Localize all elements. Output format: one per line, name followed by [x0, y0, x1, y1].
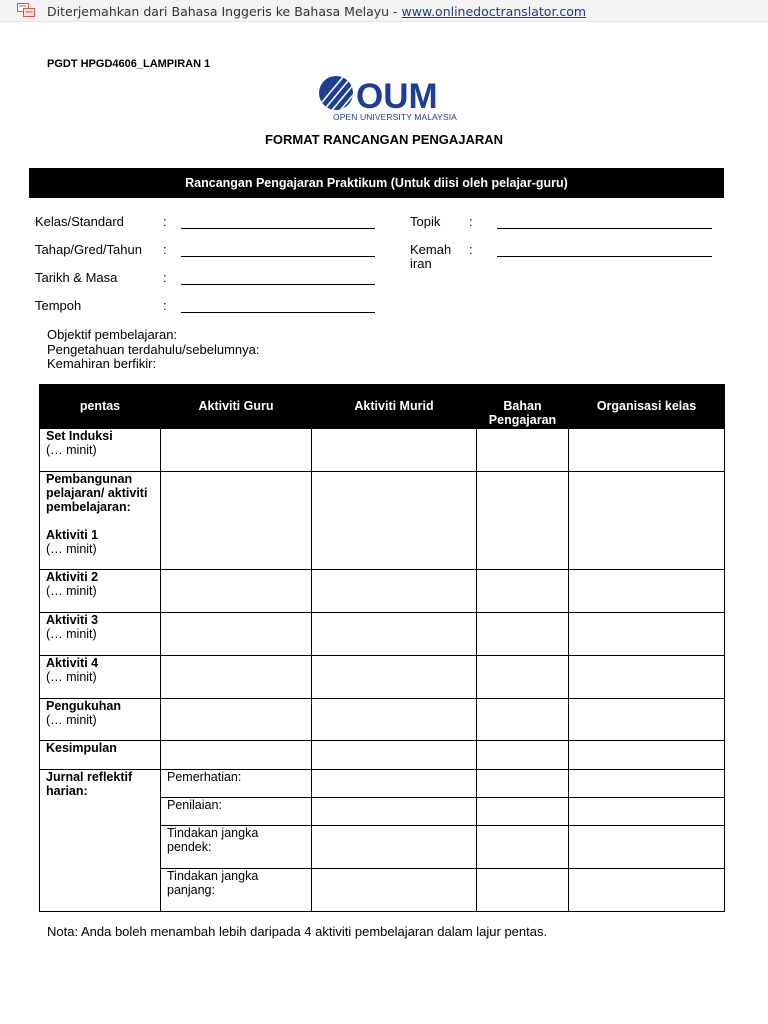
table-cell[interactable] — [569, 741, 725, 770]
table-cell[interactable] — [312, 429, 477, 472]
table-row — [40, 570, 725, 613]
colon: : — [163, 270, 167, 285]
field-label-tahap: Tahap/Gred/Tahun — [35, 242, 142, 257]
table-cell[interactable] — [477, 699, 569, 741]
table-header-row — [40, 385, 725, 429]
lesson-plan-table — [39, 384, 725, 912]
table-cell[interactable] — [569, 798, 725, 826]
stage-title: Aktiviti 2 — [46, 570, 99, 584]
stage-cell — [40, 741, 161, 770]
table-cell[interactable] — [569, 613, 725, 656]
journal-item-label: Tindakan jangka panjang: — [167, 869, 259, 897]
table-cell[interactable] — [161, 613, 312, 656]
stage-cell — [40, 472, 161, 570]
table-cell[interactable] — [477, 656, 569, 699]
banner-text: Diterjemahkan dari Bahasa Inggeris ke Bahasa Melayu - www.onlinedoctranslator.com — [47, 4, 587, 19]
table-cell[interactable] — [161, 741, 312, 770]
colon: : — [163, 214, 167, 229]
tahap-fill-line[interactable] — [181, 256, 375, 257]
table-cell[interactable] — [312, 770, 477, 798]
colon: : — [469, 214, 473, 229]
objective-line: Objektif pembelajaran: — [47, 327, 178, 342]
colon: : — [469, 242, 473, 257]
journal-item-cell[interactable] — [161, 826, 312, 869]
table-cell[interactable] — [312, 741, 477, 770]
stage-cell — [40, 770, 161, 912]
stage-cell — [40, 429, 161, 472]
journal-item-cell[interactable] — [161, 770, 312, 798]
stage-cell — [40, 699, 161, 741]
table-cell[interactable] — [477, 869, 569, 912]
table-row — [40, 613, 725, 656]
tempoh-fill-line[interactable] — [181, 312, 375, 313]
objective-line: Pengetahuan terdahulu/sebelumnya: — [47, 341, 260, 357]
table-cell[interactable] — [161, 699, 312, 741]
column-header-aktiviti-guru: Aktiviti Guru — [161, 385, 312, 429]
field-label-topik: Topik — [410, 214, 441, 229]
table-cell[interactable] — [569, 699, 725, 741]
table-row — [40, 741, 725, 770]
table-row — [40, 429, 725, 472]
objective-line: Kemahiran berfikir: — [47, 356, 157, 371]
stage-title: Pembangunan pelajaran/ aktiviti pembelajaran: — [46, 472, 148, 514]
table-cell[interactable] — [312, 613, 477, 656]
table-cell[interactable] — [569, 570, 725, 613]
stage-activity: Aktiviti 1 — [46, 528, 99, 542]
field-label-tempoh: Tempoh — [35, 298, 82, 313]
stage-title: Aktiviti 4 — [46, 656, 99, 670]
table-cell[interactable] — [569, 826, 725, 869]
field-label-kemahiran-cont: iran — [410, 256, 432, 271]
table-cell[interactable] — [312, 656, 477, 699]
stage-duration: (… minit) — [46, 542, 97, 556]
journal-item-label: Penilaian: — [167, 798, 222, 812]
field-label-kemahiran: Kemah — [410, 242, 452, 257]
table-cell[interactable] — [569, 869, 725, 912]
journal-item-label: Pemerhatian: — [167, 770, 242, 784]
table-cell[interactable] — [477, 798, 569, 826]
column-header-bahan: Bahan Pengajaran — [477, 385, 569, 429]
column-header-pentas: pentas — [40, 385, 161, 429]
stage-title: Set Induksi — [46, 429, 113, 443]
table-cell[interactable] — [312, 570, 477, 613]
table-cell[interactable] — [477, 429, 569, 472]
document-code: PGDT HPGD4606_LAMPIRAN 1 — [47, 58, 211, 70]
stage-cell — [40, 656, 161, 699]
table-cell[interactable] — [477, 472, 569, 570]
stage-duration: (… minit) — [46, 670, 97, 684]
stage-cell — [40, 613, 161, 656]
translate-icon[interactable] — [17, 3, 35, 17]
table-cell[interactable] — [477, 570, 569, 613]
table-row — [40, 699, 725, 741]
footnote: Nota: Anda boleh menambah lebih daripada 4 aktiviti pembelajaran dalam lajur pentas. — [47, 924, 548, 939]
field-label-tarikh: Tarikh & Masa — [35, 270, 118, 285]
stage-duration: (… minit) — [46, 443, 97, 457]
topik-fill-line[interactable] — [497, 228, 712, 229]
table-cell[interactable] — [477, 741, 569, 770]
translation-banner — [0, 0, 768, 22]
table-cell[interactable] — [312, 798, 477, 826]
table-cell[interactable] — [161, 429, 312, 472]
table-row — [40, 770, 725, 798]
objectives-block — [47, 328, 260, 372]
table-cell[interactable] — [312, 826, 477, 869]
journal-item-label: Tindakan jangka pendek: — [167, 826, 259, 854]
logo-subtitle: OPEN UNIVERSITY MALAYSIA — [333, 112, 457, 122]
table-cell[interactable] — [312, 869, 477, 912]
table-cell[interactable] — [161, 656, 312, 699]
tarikh-fill-line[interactable] — [181, 284, 375, 285]
stage-title: Jurnal reflektif harian: — [46, 770, 133, 798]
stage-cell — [40, 570, 161, 613]
logo-wordmark: OUM — [356, 77, 438, 116]
table-cell[interactable] — [569, 472, 725, 570]
stage-title: Aktiviti 3 — [46, 613, 99, 627]
document-title: FORMAT RANCANGAN PENGAJARAN — [264, 132, 504, 147]
stage-title: Kesimpulan — [46, 741, 117, 755]
journal-item-cell[interactable] — [161, 798, 312, 826]
column-header-aktiviti-murid: Aktiviti Murid — [312, 385, 477, 429]
table-cell[interactable] — [477, 613, 569, 656]
kelas-fill-line[interactable] — [181, 228, 375, 229]
table-cell[interactable] — [161, 472, 312, 570]
kemahiran-fill-line[interactable] — [497, 256, 712, 257]
table-row — [40, 472, 725, 570]
stage-title: Pengukuhan — [46, 699, 122, 713]
table-cell[interactable] — [569, 656, 725, 699]
table-cell[interactable] — [312, 699, 477, 741]
table-cell[interactable] — [312, 472, 477, 570]
table-cell[interactable] — [569, 429, 725, 472]
translator-link[interactable]: www.onlinedoctranslator.com — [401, 4, 587, 19]
table-cell[interactable] — [477, 826, 569, 869]
journal-item-cell[interactable] — [161, 869, 312, 912]
stage-duration: (… minit) — [46, 584, 97, 598]
column-header-organisasi: Organisasi kelas — [569, 385, 725, 429]
section-header: Rancangan Pengajaran Praktikum (Untuk diisi oleh pelajar-guru) — [29, 168, 724, 198]
table-cell[interactable] — [477, 770, 569, 798]
field-label-kelas: Kelas/Standard — [35, 214, 124, 229]
table-cell[interactable] — [161, 570, 312, 613]
stage-duration: (… minit) — [46, 713, 97, 727]
colon: : — [163, 298, 167, 313]
table-cell[interactable] — [569, 770, 725, 798]
colon: : — [163, 242, 167, 257]
stage-duration: (… minit) — [46, 627, 97, 641]
table-row — [40, 656, 725, 699]
